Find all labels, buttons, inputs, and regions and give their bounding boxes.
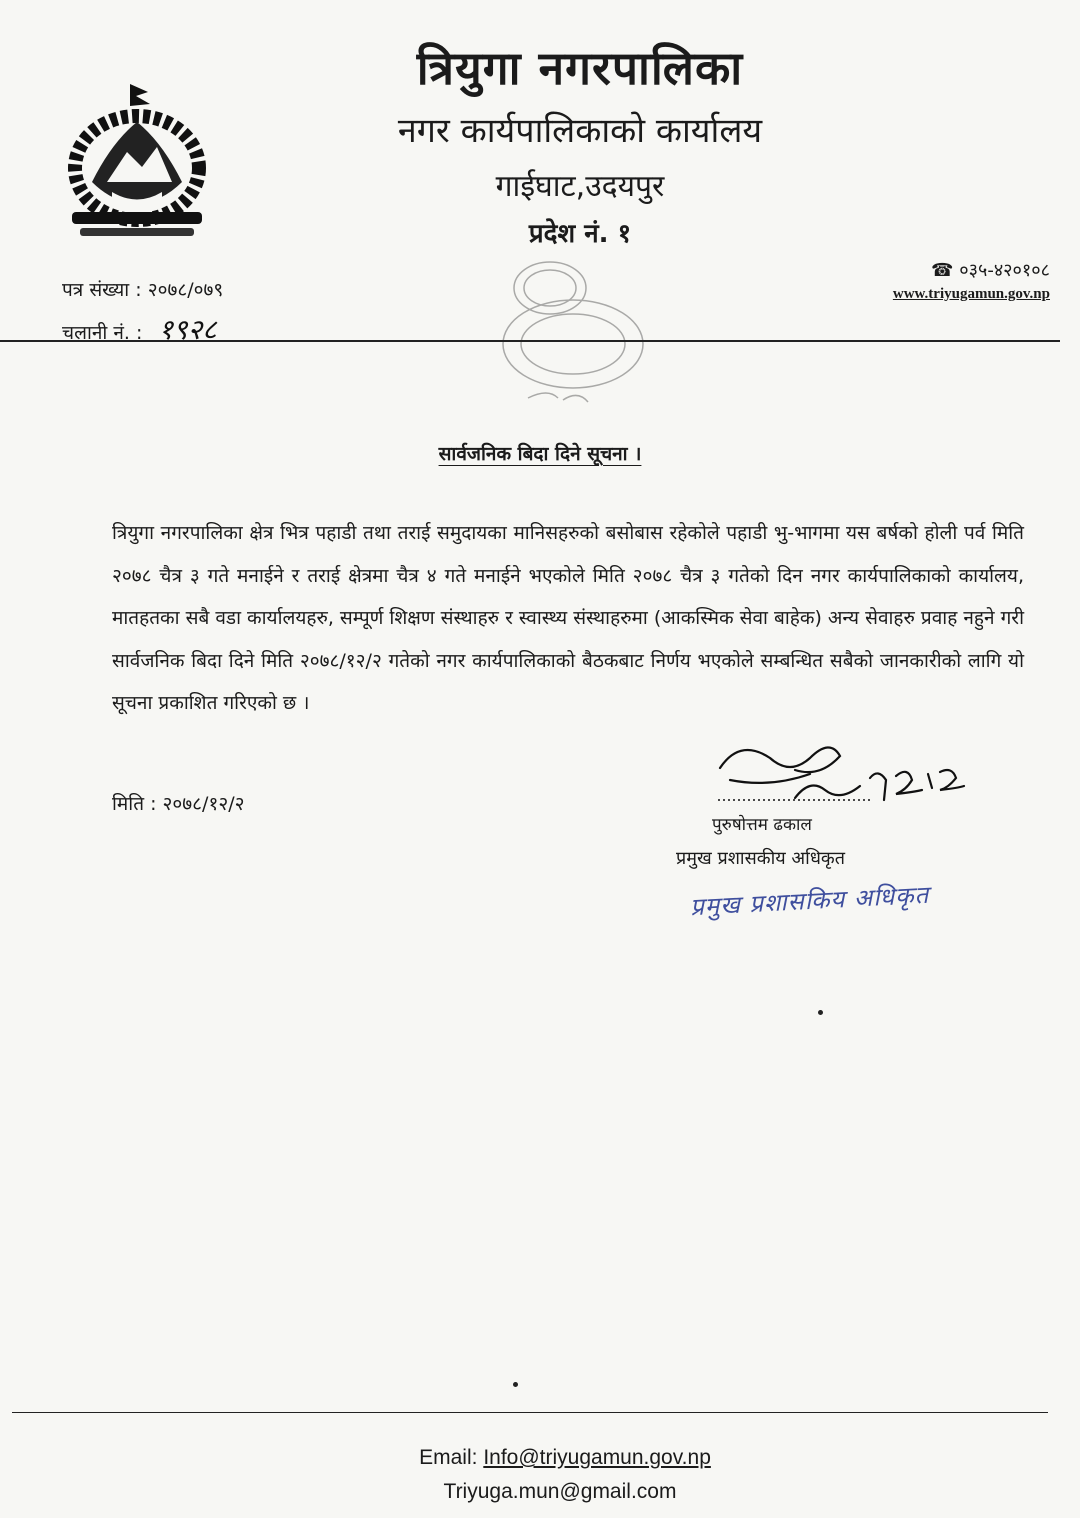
phone-number: ०३५-४२०१०८ xyxy=(959,260,1050,281)
letter-number-row xyxy=(62,276,223,302)
official-stamp-text: प्रमुख प्रशासकिय अधिकृत xyxy=(689,880,930,922)
phone-row xyxy=(931,258,1050,282)
speck xyxy=(818,1010,823,1015)
signer-title: प्रमुख प्रशासकीय अधिकृत xyxy=(676,848,845,869)
office-address: गाईघाट,उदयपुर xyxy=(495,169,665,204)
dispatch-number-label: चलानी नं. : xyxy=(62,322,143,344)
phone-icon: ☎ xyxy=(931,260,954,281)
letter-number-value: २०७८/०७९ xyxy=(147,279,224,301)
office-seal-icon xyxy=(488,248,658,418)
notice-title-text: सार्वजनिक बिदा दिने सूचना । xyxy=(438,443,642,465)
notice-title xyxy=(0,440,1080,466)
footer-alt-email[interactable]: Triyuga.mun@gmail.com xyxy=(443,1480,677,1503)
speck xyxy=(513,1382,518,1387)
date-label: मिति : xyxy=(112,793,157,815)
date-value: २०७८/१२/२ xyxy=(162,793,245,815)
header-divider xyxy=(0,340,1060,342)
footer-email-row xyxy=(0,1446,1080,1470)
province-number: प्रदेश नं. १ xyxy=(528,219,632,249)
dispatch-number-value: १९२८ xyxy=(158,313,217,346)
notice-date xyxy=(112,790,245,816)
nepal-government-emblem-icon xyxy=(52,82,222,242)
footer-divider xyxy=(12,1412,1048,1413)
website-link[interactable]: www.triyugamun.gov.np xyxy=(892,286,1050,302)
signer-name: पुरुषोत्तम ढकाल xyxy=(712,815,812,835)
email-link[interactable]: Info@triyugamun.gov.np xyxy=(483,1446,711,1469)
email-label: Email: xyxy=(419,1446,478,1469)
organization-name: त्रियुगा नगरपालिका xyxy=(416,41,744,95)
office-name: नगर कार्यपालिकाको कार्यालय xyxy=(397,111,763,151)
notice-body: त्रियुगा नगरपालिका क्षेत्र भित्र पहाडी तथा तराई समुदायका मानिसहरुको बसोबास रहेकोले पहाडी भु-भागमा यस बर्षको होली पर्व मिति २०७८ चैत्र ३ गते मनाईने र तराई क्षेत्रमा चैत्र ४ गते मनाईने भएकोले मिति २०७८ चैत्र ३ गतेको दिन नगर कार्यपालिकाको कार्यालय, मातहतका सबै वडा कार्यालयहरु, सम्पूर्ण शिक्षण संस्थाहरु र स्वास्थ्य संस्थाहरुमा (आकस्मिक सेवा बाहेक) अन्य सेवाहरु प्रवाह नहुने गरी सार्वजनिक बिदा दिने मिति २०७८/१२/२ गतेको नगर कार्यपालिकाको बैठकबाट निर्णय भएकोले सम्बन्धित सबैको जानकारीको लागि यो सूचना प्रकाशित गरिएको छ । xyxy=(112,522,1024,714)
dispatch-number-row xyxy=(62,310,217,348)
letter-number-label: पत्र संख्या : xyxy=(62,279,142,301)
